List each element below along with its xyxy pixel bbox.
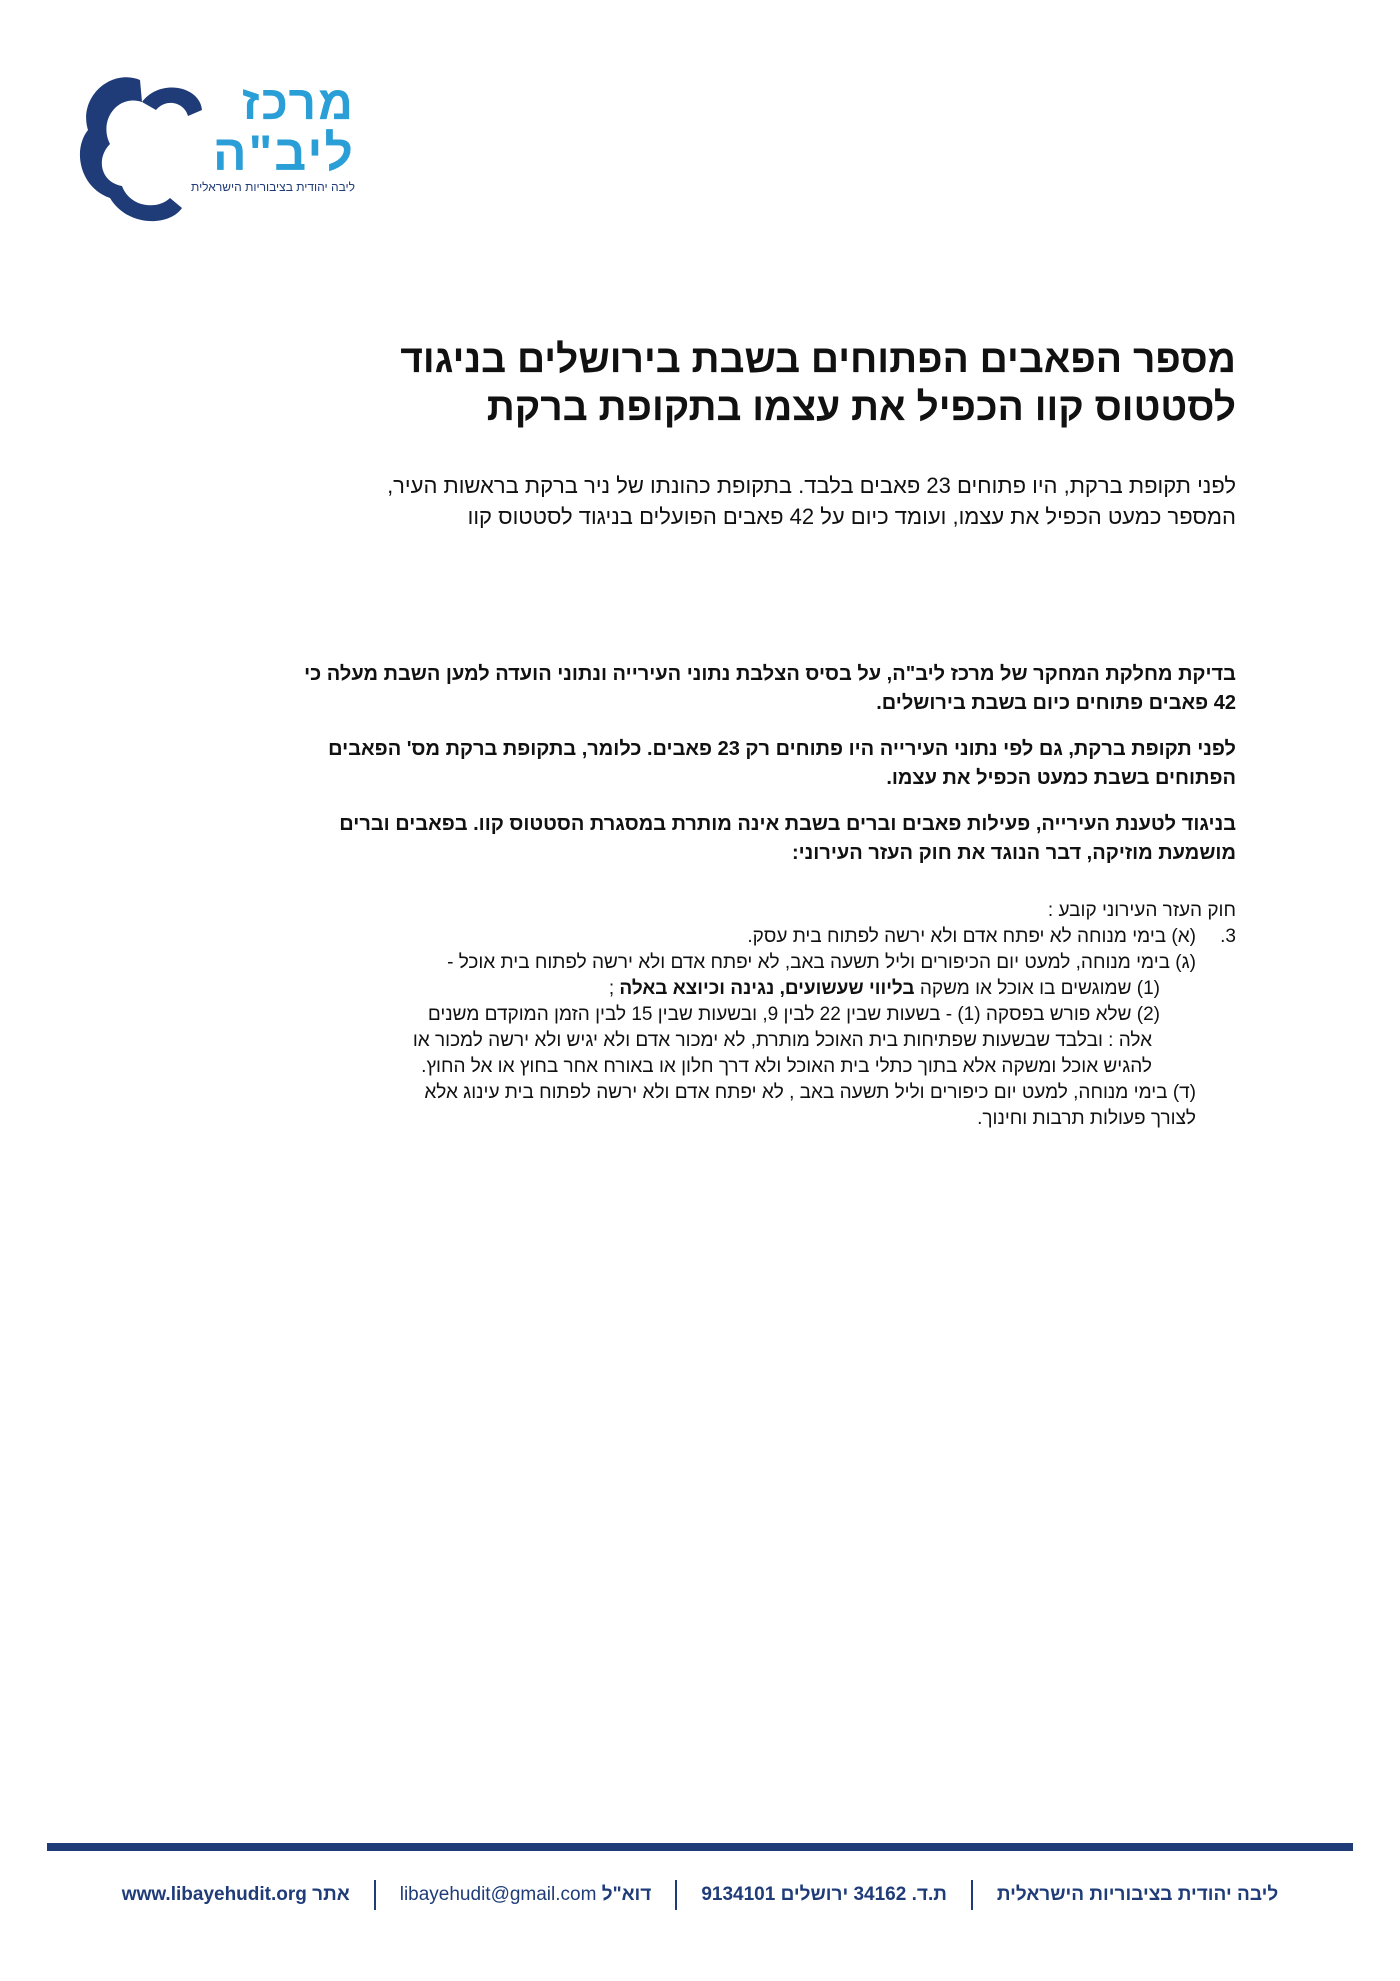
footer-site-link[interactable]: www.libayehudit.org — [121, 1884, 307, 1905]
footer-site — [122, 1884, 350, 1906]
footer-address: ת.ד. 34162 ירושלים 9134101 — [701, 1884, 947, 1905]
clause-text: (1) שמוגשים בו אוכל או משקה — [914, 978, 1160, 999]
law-clause-c1 — [176, 976, 1236, 1002]
law-clause-d: (ד) בימי מנוחה, למעט יום כיפורים וליל תשעה באב , לא יפתח אדם ולא ירשה לפתוח בית עינוג אלא — [424, 1082, 1196, 1103]
footer — [50, 1877, 1350, 1913]
page-title — [168, 336, 1236, 432]
title-line: לסטטוס קוו הכפיל את עצמו בתקופת ברקת — [486, 386, 1236, 429]
footer-separator — [374, 1880, 376, 1910]
finding-paragraph — [168, 810, 1236, 868]
law-clauses — [176, 924, 1236, 1132]
law-clause-c2: (2) שלא פורש בפסקה (1) - בשעות שבין 22 לבין 9, ובשעות שבין 15 לבין הזמן המוקדם משנים — [427, 1004, 1160, 1025]
law-clause-d-cont: לצורך פעולות תרבות וחינוך. — [977, 1108, 1196, 1129]
lead-paragraph — [168, 470, 1236, 532]
logo-text-line1: מרכז — [241, 77, 355, 130]
footer-org: ליבה יהודית בציבוריות הישראלית — [996, 1884, 1279, 1905]
law-clause-c: (ג) בימי מנוחה, למעט יום הכיפורים וליל תשעה באב, לא יפתח אדם ולא ירשה לפתוח בית אוכל - — [447, 952, 1196, 973]
clause-emphasis: בליווי שעשועים, נגינה וכיוצא באלה — [619, 978, 915, 999]
lead-line: המספר כמעט הכפיל את עצמו, ועומד כיום על 42 פאבים הפועלים בניגוד לסטטוס קוו — [467, 504, 1236, 529]
logo-swirl-icon — [70, 58, 210, 233]
footer-email-label: דוא"ל — [601, 1884, 652, 1905]
clause-text: ; — [608, 978, 620, 999]
paragraph-line: בדיקת מחלקת המחקר של מרכז ליב"ה, על בסיס הצלבת נתוני העירייה ונתוני הועדה למען השבת מעלה כי — [304, 663, 1236, 685]
logo-text-line2: ליב"ה — [212, 125, 355, 181]
logo — [70, 58, 370, 233]
footer-separator — [971, 1880, 973, 1910]
footer-separator — [675, 1880, 677, 1910]
footer-email — [400, 1884, 652, 1906]
law-intro: חוק העזר העירוני קובע : — [1047, 900, 1236, 921]
law-clause-c2-cont: להגיש אוכל ומשקה אלא בתוך כתלי בית האוכל ולא דרך חלון או באורח אחר בחוץ או אל החוץ. — [421, 1056, 1152, 1077]
finding-paragraph — [168, 735, 1236, 793]
finding-paragraph — [168, 660, 1236, 718]
law-clause-c2-cont: אלה : ובלבד שבשעות שפתיחות בית האוכל מותרת, לא ימכור אדם ולא יגיש ולא ירשה למכור או — [412, 1030, 1152, 1051]
paragraph-line: 42 פאבים פתוחים כיום בשבת בירושלים. — [876, 692, 1236, 714]
clause-text: (א) בימי מנוחה לא יפתח אדם ולא ירשה לפתוח בית עסק. — [747, 926, 1196, 947]
paragraph-line: הפתוחים בשבת כמעט הכפיל את עצמו. — [886, 767, 1236, 789]
paragraph-line: בניגוד לטענת העירייה, פעילות פאבים וברים בשבת אינה מותרת במסגרת הסטטוס קוו. בפאבים וברים — [339, 813, 1236, 835]
logo-subtitle: ליבה יהודית בציבוריות הישראלית — [191, 180, 355, 194]
footer-divider — [47, 1843, 1353, 1851]
lead-line: לפני תקופת ברקת, היו פתוחים 23 פאבים בלבד. בתקופת כהונתו של ניר ברקת בראשות העיר, — [387, 473, 1236, 498]
clause-number: 3. — [1220, 926, 1236, 947]
title-line: מספר הפאבים הפתוחים בשבת בירושלים בניגוד — [400, 338, 1236, 381]
paragraph-line: מושמעת מוזיקה, דבר הנוגד את חוק העזר העירוני: — [791, 842, 1236, 864]
law-clause-a — [176, 924, 1236, 950]
findings-section — [168, 660, 1236, 885]
footer-email-link[interactable]: libayehudit@gmail.com — [399, 1884, 597, 1905]
footer-site-label: אתר — [312, 1884, 350, 1905]
paragraph-line: לפני תקופת ברקת, גם לפי נתוני העירייה היו פתוחים רק 23 פאבים. כלומר, בתקופת ברקת מס' הפאבים — [328, 738, 1236, 760]
